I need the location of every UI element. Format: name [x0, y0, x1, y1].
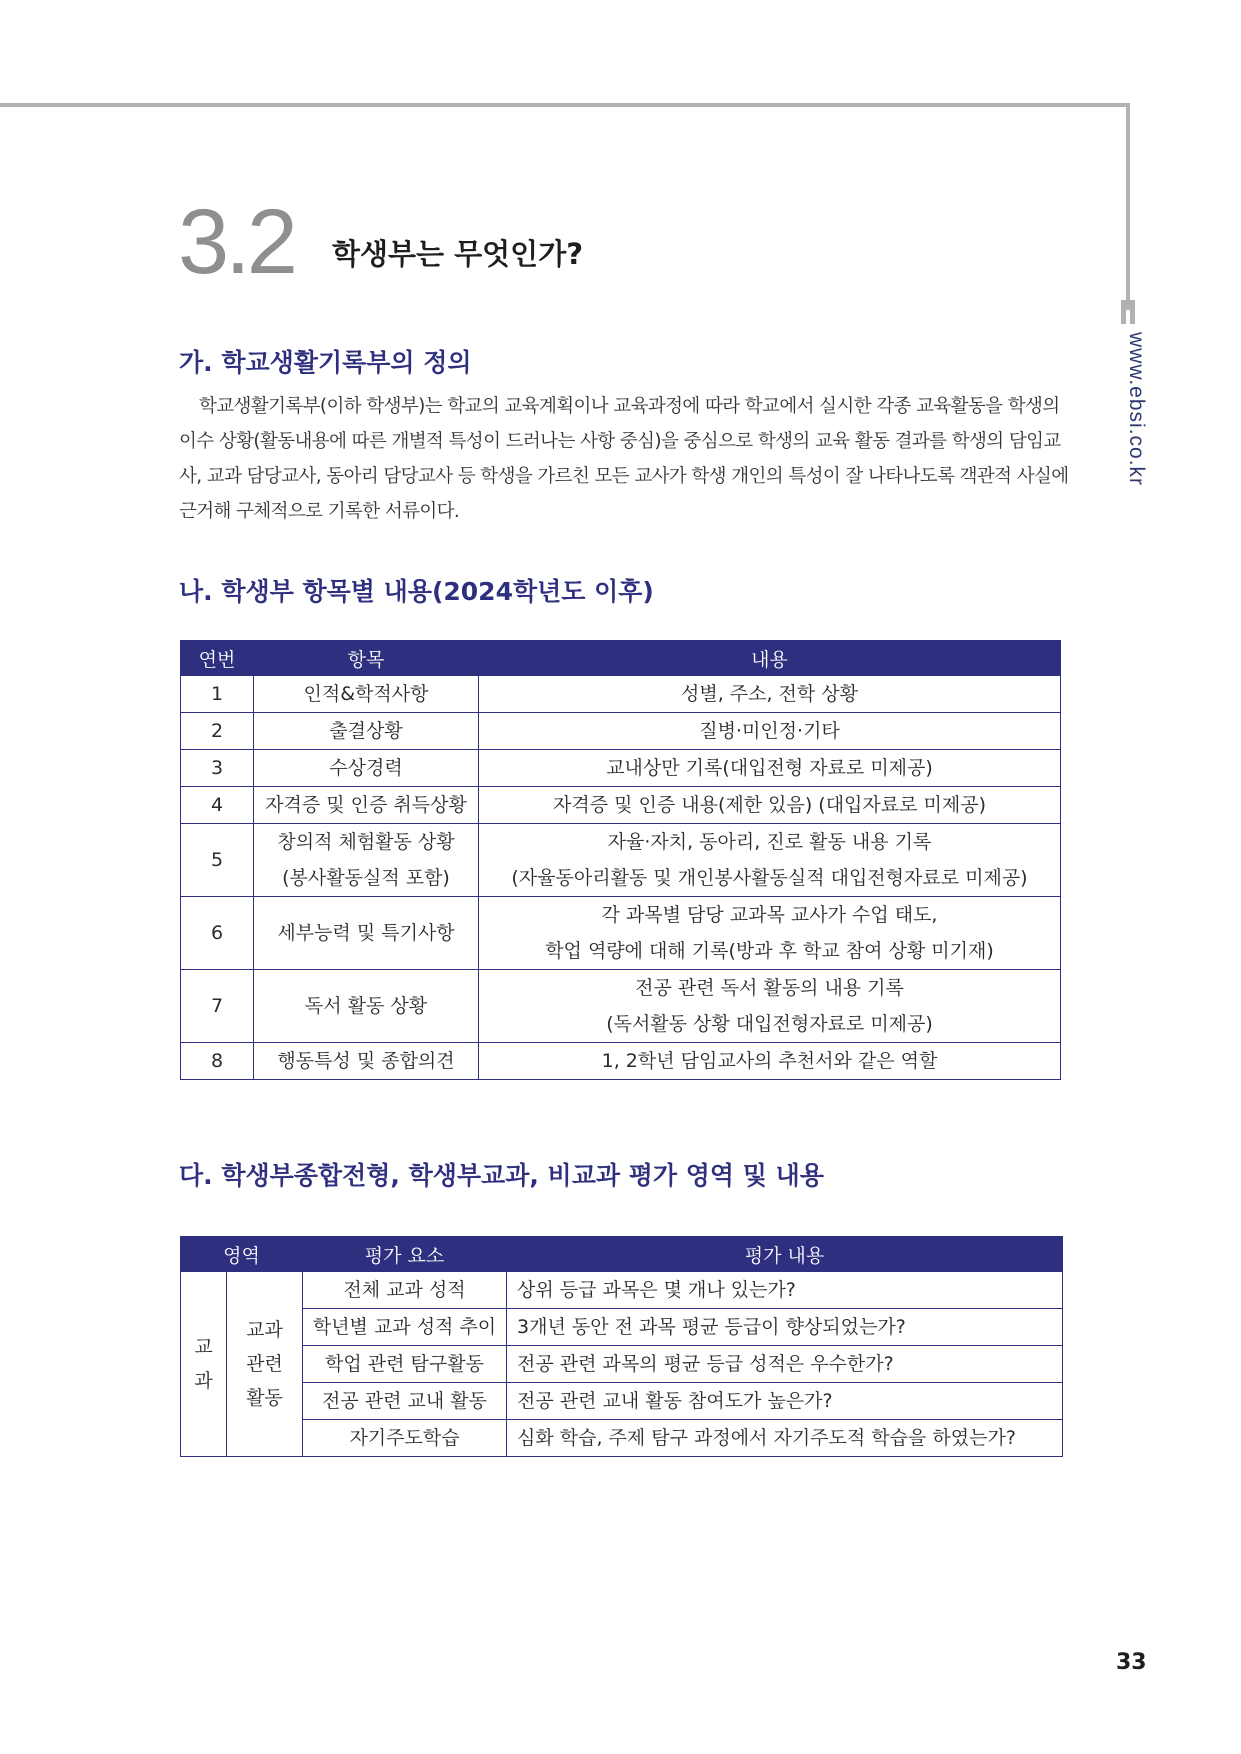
- eval-element: 자기주도학습: [303, 1420, 507, 1457]
- eval-element: 전공 관련 교내 활동: [303, 1383, 507, 1420]
- eval-content: 3개년 동안 전 과목 평균 등급이 향상되었는가?: [507, 1309, 1063, 1346]
- row-no: 1: [181, 676, 254, 713]
- row-content: 교내상만 기록(대입전형 자료로 미제공): [479, 750, 1061, 787]
- row-content-line: 각 과목별 담당 교과목 교사가 수업 태도,: [601, 904, 938, 926]
- table-row: [181, 1309, 1063, 1346]
- area-sub-line: 교과: [246, 1319, 283, 1341]
- top-frame-line: [0, 103, 1130, 107]
- eval-content: 전공 관련 과목의 평균 등급 성적은 우수한가?: [507, 1346, 1063, 1383]
- area-major-char: 교: [194, 1336, 213, 1358]
- eval-content: 상위 등급 과목은 몇 개나 있는가?: [507, 1272, 1063, 1309]
- eval-content: 심화 학습, 주제 탐구 과정에서 자기주도적 학습을 하였는가?: [507, 1420, 1063, 1457]
- table-row: [181, 1420, 1063, 1457]
- table-row: [181, 824, 1061, 897]
- row-content: [479, 824, 1061, 897]
- area-major: [181, 1272, 227, 1457]
- row-no: 8: [181, 1043, 254, 1080]
- row-content: [479, 897, 1061, 970]
- header-no: 연번: [181, 641, 254, 676]
- row-item: [254, 824, 479, 897]
- row-no: 4: [181, 787, 254, 824]
- definition-paragraph: 학교생활기록부(이하 학생부)는 학교의 교육계획이나 교육과정에 따라 학교에서 실시한 각종 교육활동을 학생의 이수 상황(활동내용에 따른 개별적 특성이 드러나는 사항 중심)을 중심으로 학생의 교육 활동 결과를 학생의 담임교사, 교과 담당교사, 동아리 담당교사 등 학생을 가르친 모든 교사가 학생 개인의 특성이 잘 나타나도록 객관적 사실에 근거해 구체적으로 기록한 서류이다.: [179, 396, 1069, 522]
- section-title: 학생부는 무엇인가?: [332, 237, 584, 271]
- side-url: www.ebsi.co.kr: [1125, 332, 1148, 487]
- eval-element: 전체 교과 성적: [303, 1272, 507, 1309]
- table-row: [181, 1383, 1063, 1420]
- row-content: 1, 2학년 담임교사의 추천서와 같은 역할: [479, 1043, 1061, 1080]
- eval-content: 전공 관련 교내 활동 참여도가 높은가?: [507, 1383, 1063, 1420]
- row-item-line: 창의적 체험활동 상황: [277, 831, 455, 853]
- row-no: 7: [181, 970, 254, 1043]
- area-sub-line: 관련: [246, 1353, 283, 1375]
- header-eval-content: 평가 내용: [507, 1237, 1063, 1272]
- row-content: 질병·미인정·기타: [479, 713, 1061, 750]
- row-content: [479, 970, 1061, 1043]
- row-item: 인적&학적사항: [254, 676, 479, 713]
- table-row: [181, 970, 1061, 1043]
- area-sub-line: 활동: [246, 1387, 283, 1409]
- row-no: 3: [181, 750, 254, 787]
- frame-tab-marks: [1121, 300, 1135, 324]
- eval-element: 학년별 교과 성적 추이: [303, 1309, 507, 1346]
- eval-element: 학업 관련 탐구활동: [303, 1346, 507, 1383]
- heading-definition: 가. 학교생활기록부의 정의: [179, 348, 472, 377]
- table-row: [181, 1272, 1063, 1309]
- area-sub: [227, 1272, 303, 1457]
- evaluation-table: [180, 1236, 1063, 1457]
- row-content: 자격증 및 인증 내용(제한 있음) (대입자료로 미제공): [479, 787, 1061, 824]
- table-header-row: [181, 641, 1061, 676]
- row-item: 출결상황: [254, 713, 479, 750]
- row-item: 행동특성 및 종합의견: [254, 1043, 479, 1080]
- row-no: 6: [181, 897, 254, 970]
- row-item: 자격증 및 인증 취득상황: [254, 787, 479, 824]
- right-frame-line: [1126, 103, 1130, 310]
- table-row: [181, 1346, 1063, 1383]
- row-item-line: (봉사활동실적 포함): [282, 867, 450, 889]
- section-number: [178, 191, 294, 293]
- table-row: [181, 1043, 1061, 1080]
- heading-items: 나. 학생부 항목별 내용(2024학년도 이후): [179, 577, 654, 606]
- table-row: [181, 713, 1061, 750]
- row-content-line: 자율·자치, 동아리, 진로 활동 내용 기록: [607, 831, 932, 853]
- row-content-line: 전공 관련 독서 활동의 내용 기록: [635, 977, 904, 999]
- table-row: [181, 750, 1061, 787]
- section-number-main: 3.2: [178, 191, 294, 293]
- row-no: 2: [181, 713, 254, 750]
- header-content: 내용: [479, 641, 1061, 676]
- header-item: 항목: [254, 641, 479, 676]
- area-major-char: 과: [194, 1370, 213, 1392]
- row-no: 5: [181, 824, 254, 897]
- table-row: [181, 787, 1061, 824]
- row-content-line: 학업 역량에 대해 기록(방과 후 학교 참여 상황 미기재): [545, 940, 994, 962]
- row-item: 수상경력: [254, 750, 479, 787]
- table-row: [181, 676, 1061, 713]
- row-content-line: (자율동아리활동 및 개인봉사활동실적 대입전형자료로 미제공): [511, 867, 1028, 889]
- page-number: 33: [1116, 1650, 1147, 1675]
- table-header-row: [181, 1237, 1063, 1272]
- table-row: [181, 897, 1061, 970]
- header-element: 평가 요소: [303, 1237, 507, 1272]
- heading-evaluation: 다. 학생부종합전형, 학생부교과, 비교과 평가 영역 및 내용: [179, 1161, 824, 1190]
- row-item: 세부능력 및 특기사항: [254, 897, 479, 970]
- row-content-line: (독서활동 상황 대입전형자료로 미제공): [606, 1013, 933, 1035]
- row-content: 성별, 주소, 전학 상황: [479, 676, 1061, 713]
- items-table: [180, 640, 1061, 1080]
- header-area: 영역: [181, 1237, 303, 1272]
- row-item: 독서 활동 상황: [254, 970, 479, 1043]
